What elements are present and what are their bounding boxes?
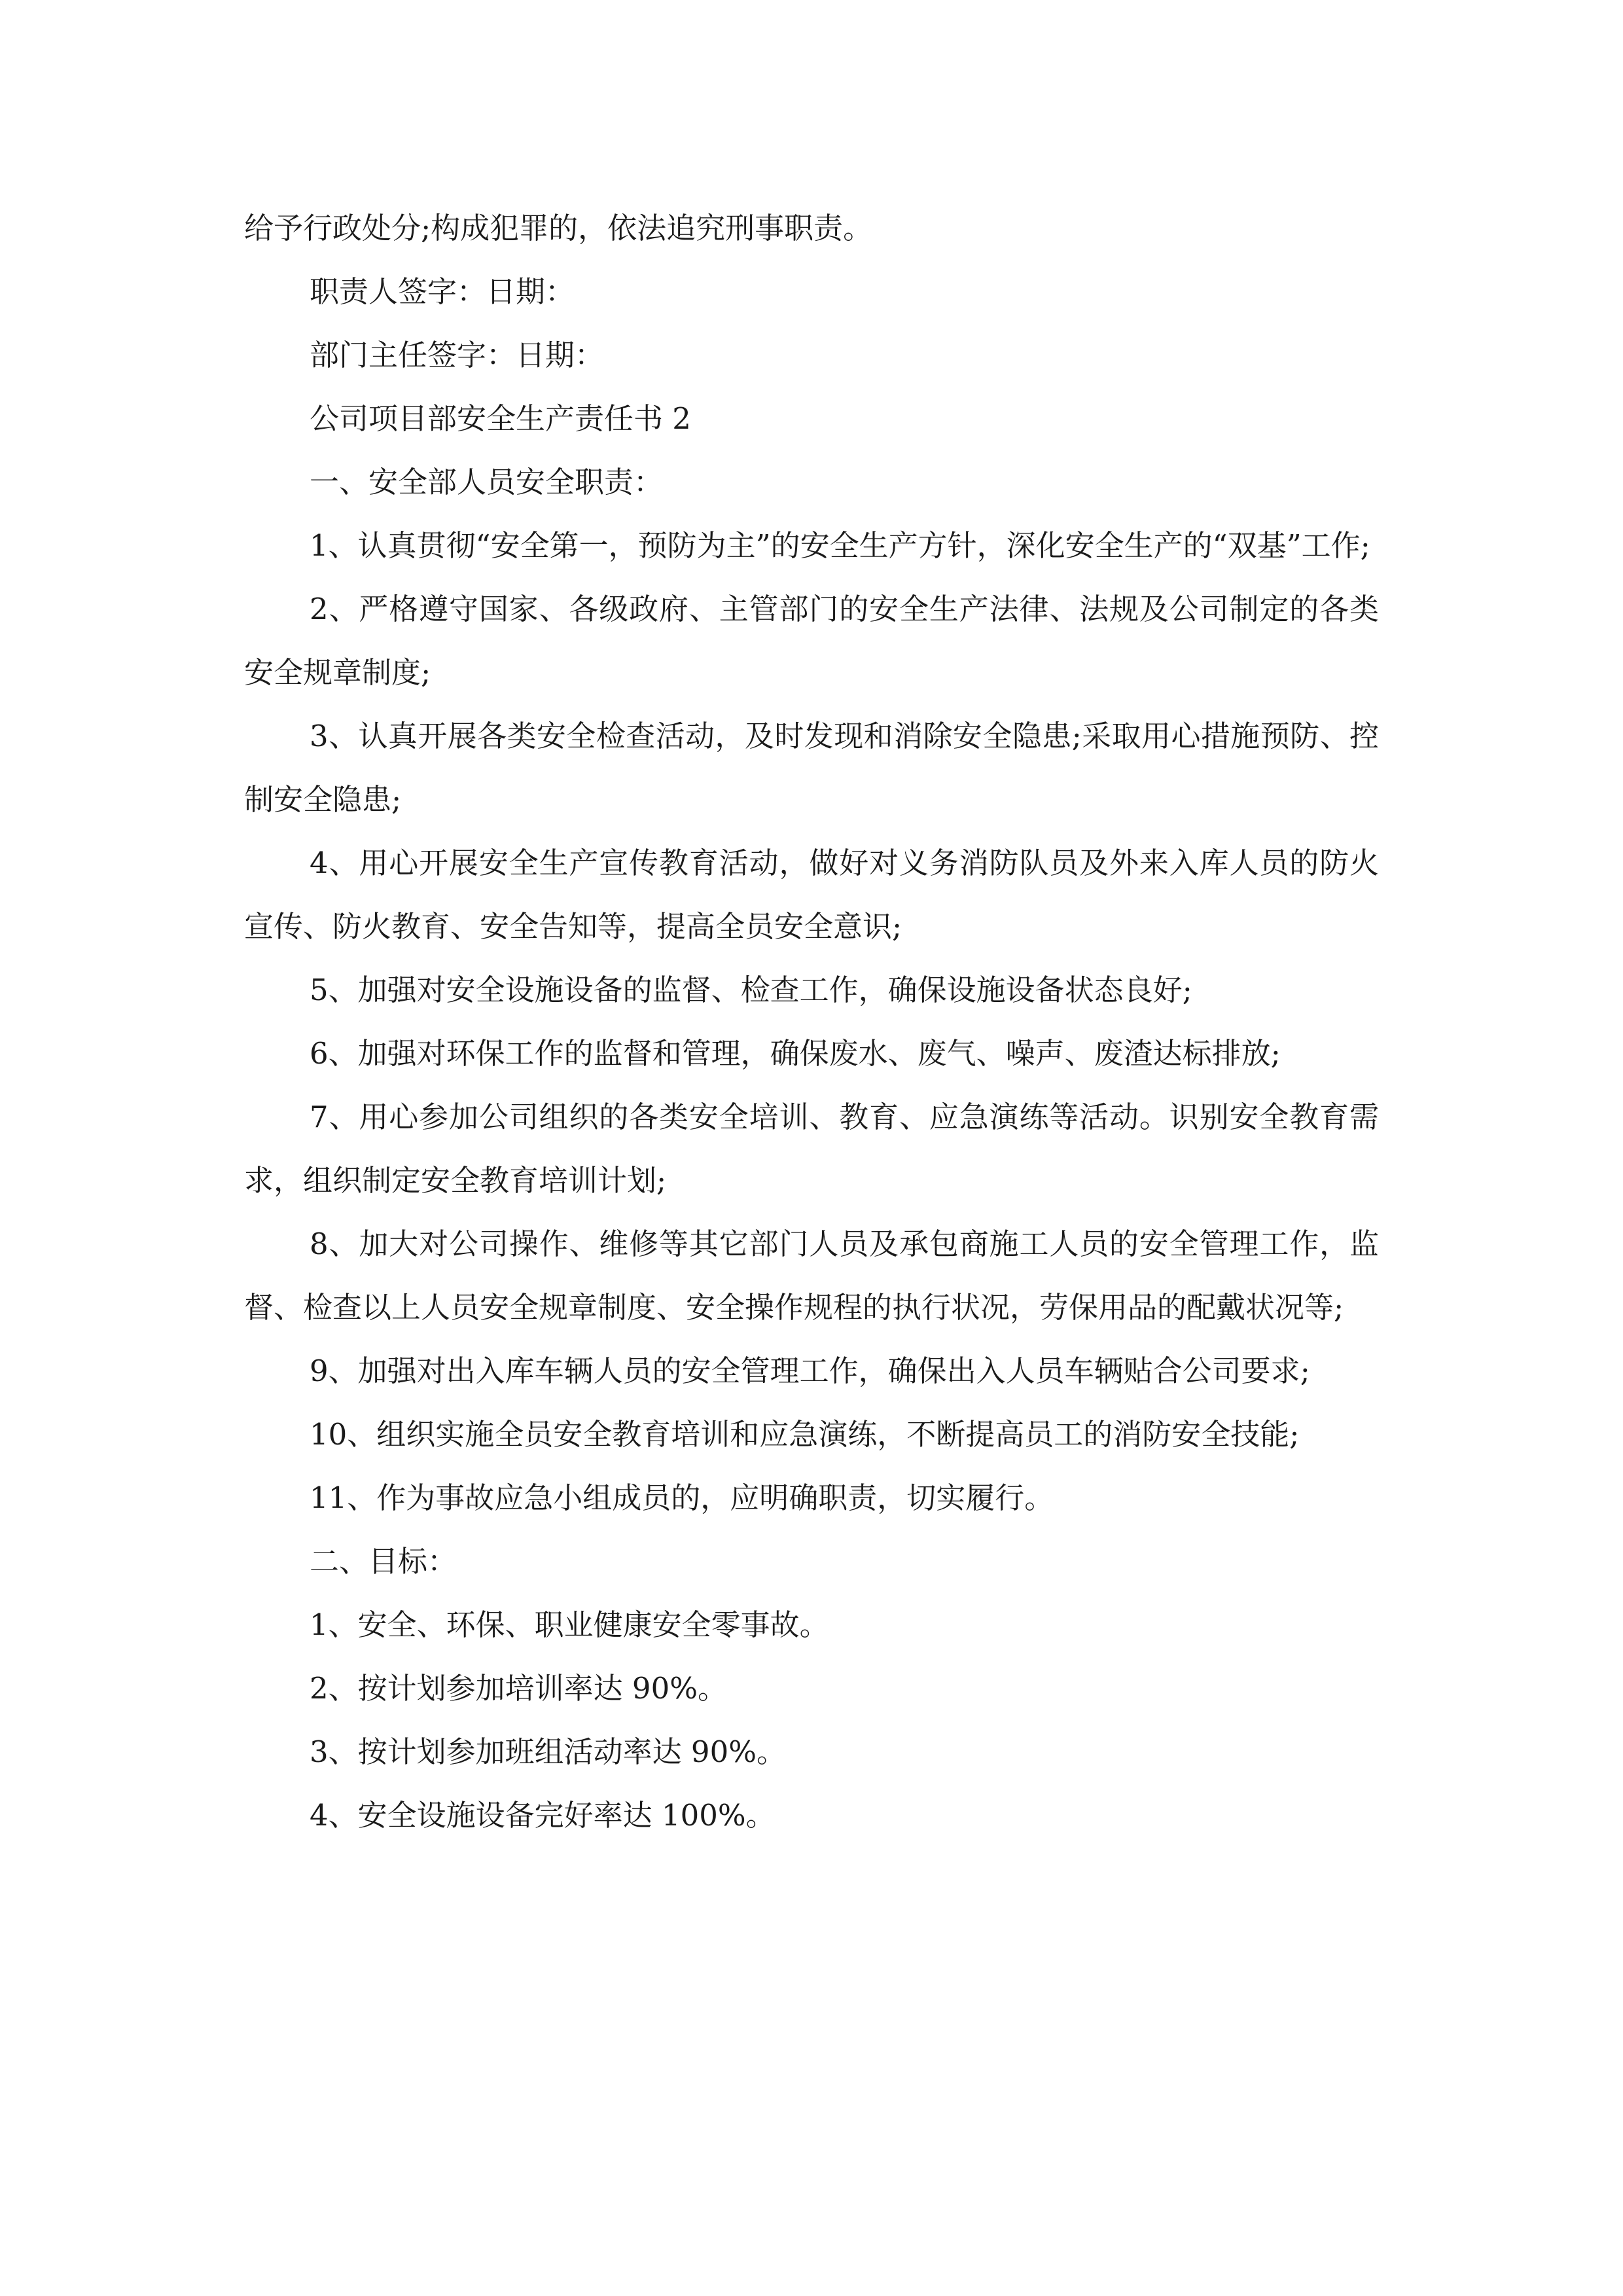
duty-item-7: 7、用心参加公司组织的各类安全培训、教育、应急演练等活动。识别安全教育需求，组织制定安全教育培训计划; <box>244 1100 1379 1198</box>
duty-item-8: 8、加大对公司操作、维修等其它部门人员及承包商施工人员的安全管理工作，监督、检查以上人员安全规章制度、安全操作规程的执行状况，劳保用品的配戴状况等; <box>244 1227 1379 1325</box>
document-body <box>244 196 1379 1847</box>
duty-item-9: 9、加强对出入库车辆人员的安全管理工作，确保出入人员车辆贴合公司要求; <box>310 1354 1310 1388</box>
duty-item-3: 3、认真开展各类安全检查活动，及时发现和消除安全隐患;采取用心措施预防、控制安全隐患; <box>244 719 1379 817</box>
paragraph-director-signature: 部门主任签字：日期： <box>310 338 605 372</box>
duty-item-5: 5、加强对安全设施设备的监督、检查工作，确保设施设备状态良好; <box>310 973 1192 1007</box>
heading-duties: 一、安全部人员安全职责： <box>310 465 664 499</box>
paragraph-responsible-signature: 职责人签字：日期： <box>310 274 575 309</box>
duty-item-2: 2、严格遵守国家、各级政府、主管部门的安全生产法律、法规及公司制定的各类安全规章制度; <box>244 592 1379 690</box>
goal-item-3: 3、按计划参加班组活动率达 90%。 <box>310 1734 786 1769</box>
duty-item-6: 6、加强对环保工作的监督和管理，确保废水、废气、噪声、废渣达标排放; <box>310 1036 1281 1071</box>
duty-item-1: 1、认真贯彻“安全第一，预防为主”的安全生产方针，深化安全生产的“双基”工作; <box>310 528 1370 563</box>
goal-item-1: 1、安全、环保、职业健康安全零事故。 <box>310 1607 829 1642</box>
heading-goals: 二、目标： <box>310 1544 457 1579</box>
paragraph-continuation: 给予行政处分;构成犯罪的，依法追究刑事职责。 <box>244 211 873 245</box>
section-title: 公司项目部安全生产责任书 2 <box>310 401 691 436</box>
duty-item-11: 11、作为事故应急小组成员的，应明确职责，切实履行。 <box>310 1480 1054 1515</box>
duty-item-10: 10、组织实施全员安全教育培训和应急演练，不断提高员工的消防安全技能; <box>310 1417 1300 1452</box>
goal-item-2: 2、按计划参加培训率达 90%。 <box>310 1671 727 1706</box>
duty-item-4: 4、用心开展安全生产宣传教育活动，做好对义务消防队员及外来入库人员的防火宣传、防火教育、安全告知等，提高全员安全意识; <box>244 846 1379 944</box>
goal-item-4: 4、安全设施设备完好率达 100%。 <box>310 1798 776 1833</box>
